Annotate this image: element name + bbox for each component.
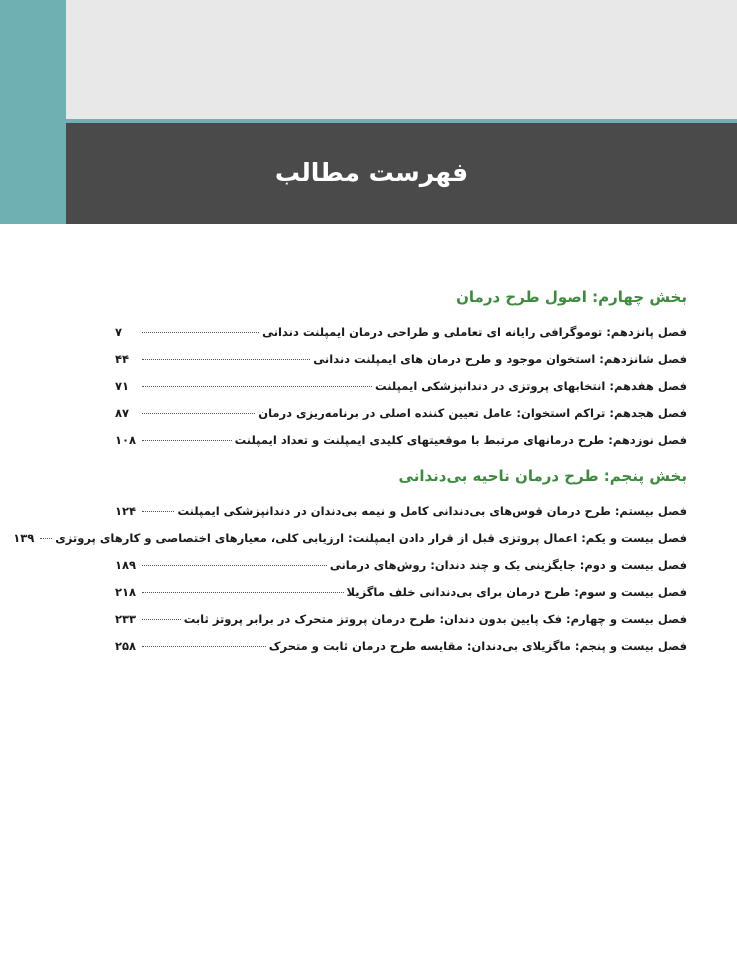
- dot-leader: [142, 440, 232, 441]
- dot-leader: [142, 592, 344, 593]
- teal-side-bar: [0, 0, 66, 224]
- toc-entry-page: ۱۳۹: [13, 531, 35, 545]
- toc-entry[interactable]: [115, 579, 687, 606]
- toc-entry-page: ۸۷: [115, 406, 130, 420]
- toc-entry[interactable]: [115, 400, 687, 427]
- toc-entry-title: فصل پانزدهم: توموگرافی رایانه ای تعاملی و طراحی درمان ایمپلنت دندانی: [262, 325, 687, 339]
- toc-list: [115, 319, 687, 454]
- section-title: بخش پنجم: طرح درمان ناحیه بی‌دندانی: [398, 467, 687, 485]
- toc-entry-page: ۱۸۹: [115, 558, 137, 572]
- toc-entry-page: ۲۳۳: [115, 612, 137, 626]
- toc-entry-page: ۲۵۸: [115, 639, 137, 653]
- toc-entry[interactable]: [115, 498, 687, 525]
- dot-leader: [142, 332, 259, 333]
- dot-leader: [142, 646, 266, 647]
- toc-entry-title: فصل شانزدهم: استخوان موجود و طرح درمان های ایمپلنت دندانی: [313, 352, 687, 366]
- top-gray-band: [66, 0, 737, 119]
- toc-entry-page: ۱۰۸: [115, 433, 137, 447]
- toc-entry-title: فصل نوزدهم: طرح درمانهای مرتبط با موقعیتهای کلیدی ایمپلنت و تعداد ایمپلنت: [234, 433, 687, 447]
- dot-leader: [142, 619, 181, 620]
- toc-entry-title: فصل بیست و یکم: اعمال پروتزی قبل از قرار دادن ایمپلنت: ارزیابی کلی، معیارهای اختصاصی و کارهای پروتزی: [55, 531, 687, 545]
- toc-entry-title: فصل بیستم: طرح درمان قوس‌های بی‌دندانی کامل و نیمه بی‌دندان در دندانپزشکی ایمپلنت: [177, 504, 687, 518]
- toc-entry-title: فصل هجدهم: تراکم استخوان: عامل تعیین کننده اصلی در برنامه‌ریزی درمان: [258, 406, 687, 420]
- toc-entry-page: ۴۴: [115, 352, 130, 366]
- toc-entry[interactable]: [115, 552, 687, 579]
- toc-entry[interactable]: [115, 606, 687, 633]
- toc-list: [13, 498, 687, 660]
- page-title: فهرست مطالب: [274, 157, 469, 187]
- toc-entry-title: فصل بیست و دوم: جایگزینی یک و چند دندان: روش‌های درمانی: [329, 558, 687, 572]
- toc-entry[interactable]: [13, 525, 687, 552]
- title-banner: [66, 123, 737, 224]
- toc-entry-page: ۲۱۸: [115, 585, 137, 599]
- section-title: بخش چهارم: اصول طرح درمان: [456, 288, 687, 306]
- table-of-contents: [13, 280, 687, 660]
- toc-entry[interactable]: [115, 633, 687, 660]
- toc-entry-page: ۷۱: [115, 379, 130, 393]
- toc-entry-title: فصل بیست و سوم: طرح درمان برای بی‌دندانی خلف ماگزیلا: [346, 585, 687, 599]
- toc-entry-page: ۷: [115, 325, 123, 339]
- toc-entry[interactable]: [115, 346, 687, 373]
- dot-leader: [142, 359, 310, 360]
- toc-entry[interactable]: [115, 427, 687, 454]
- dot-leader: [142, 511, 174, 512]
- toc-entry-title: فصل هفدهم: انتخابهای پروتزی در دندانپزشکی ایمپلنت: [375, 379, 687, 393]
- toc-entry-title: فصل بیست و پنجم: ماگزیلای بی‌دندان: مقایسه طرح درمان ثابت و متحرک: [268, 639, 687, 653]
- dot-leader: [142, 413, 255, 414]
- toc-entry-page: ۱۲۴: [115, 504, 137, 518]
- toc-entry-title: فصل بیست و چهارم: فک پایین بدون دندان: طرح درمان پروتز متحرک در برابر پروتز ثابت: [183, 612, 687, 626]
- dot-leader: [142, 386, 372, 387]
- dot-leader: [40, 538, 52, 539]
- toc-entry[interactable]: [115, 373, 687, 400]
- toc-entry[interactable]: [115, 319, 687, 346]
- dot-leader: [142, 565, 327, 566]
